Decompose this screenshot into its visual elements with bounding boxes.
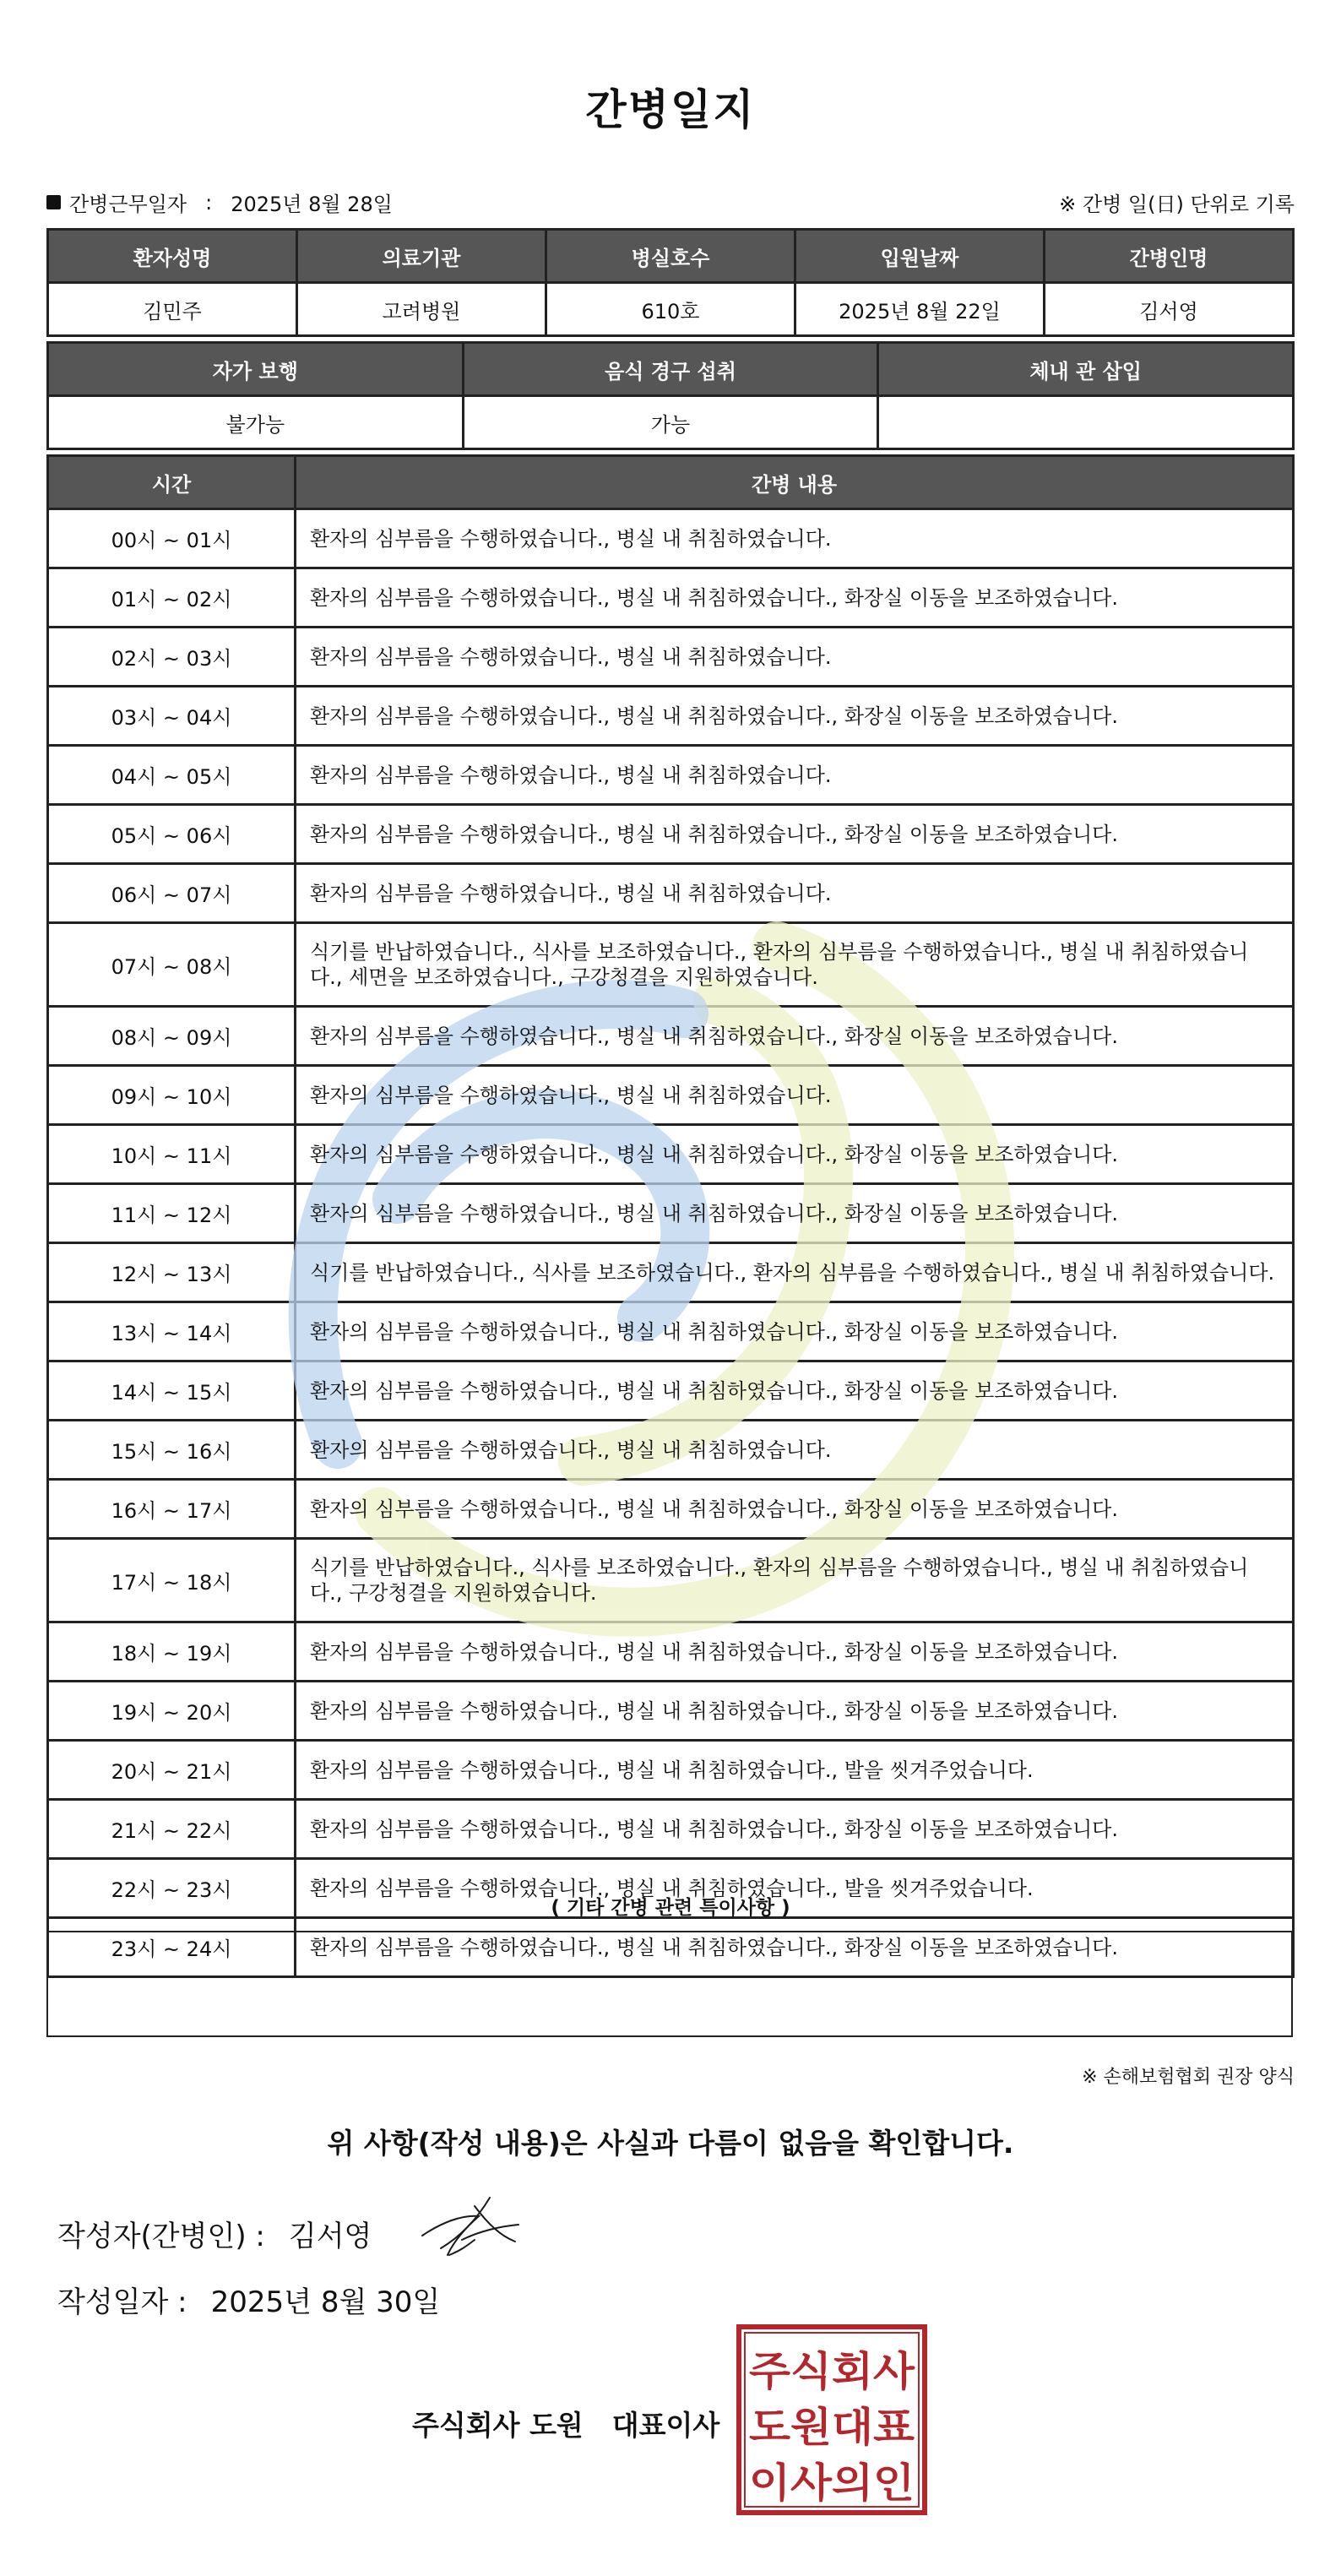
care-content-cell: 환자의 심부름을 수행하였습니다., 병실 내 취침하였습니다., 화장실 이동을 보조하였습니다. xyxy=(296,1184,1294,1243)
written-date-row xyxy=(57,2279,440,2320)
header-self-walking: 자가 보행 xyxy=(48,343,464,396)
work-date-label: 간병근무일자 xyxy=(69,193,187,216)
time-cell: 20시 ~ 21시 xyxy=(48,1741,296,1800)
header-care-content: 간병 내용 xyxy=(296,456,1294,509)
care-content-cell: 환자의 심부름을 수행하였습니다., 병실 내 취침하였습니다., 발을 씻겨주었습니다. xyxy=(296,1859,1294,1918)
header-time: 시간 xyxy=(48,456,296,509)
company-rep: 대표이사 xyxy=(611,2409,720,2442)
care-content-cell: 환자의 심부름을 수행하였습니다., 병실 내 취침하였습니다. xyxy=(296,628,1294,687)
patient-name: 김민주 xyxy=(48,283,297,336)
care-content-cell: 환자의 심부름을 수행하였습니다., 병실 내 취침하였습니다., 화장실 이동을 보조하였습니다. xyxy=(296,1918,1294,1977)
table-row xyxy=(48,1539,1294,1622)
header-tube-insertion: 체내 관 삽입 xyxy=(878,343,1294,396)
table-row xyxy=(48,1421,1294,1480)
time-cell: 12시 ~ 13시 xyxy=(48,1243,296,1302)
writer-name: 김서영 xyxy=(288,2220,372,2253)
date-value: 2025년 8월 30일 xyxy=(210,2285,441,2319)
time-cell: 05시 ~ 06시 xyxy=(48,805,296,864)
header-oral-intake: 음식 경구 섭취 xyxy=(463,343,878,396)
table-row xyxy=(48,628,1294,687)
care-content-cell: 환자의 심부름을 수행하였습니다., 병실 내 취침하였습니다., 화장실 이동을 보조하였습니다. xyxy=(296,1007,1294,1066)
time-cell: 07시 ~ 08시 xyxy=(48,923,296,1007)
table-row xyxy=(48,1066,1294,1125)
table-row xyxy=(48,1302,1294,1361)
table-row xyxy=(48,1243,1294,1302)
room-number: 610호 xyxy=(546,283,795,336)
table-row xyxy=(48,1682,1294,1741)
care-content-cell: 환자의 심부름을 수행하였습니다., 병실 내 취침하였습니다., 화장실 이동을 보조하였습니다. xyxy=(296,1682,1294,1741)
time-cell: 09시 ~ 10시 xyxy=(48,1066,296,1125)
table-row xyxy=(48,1007,1294,1066)
signature-icon xyxy=(415,2189,525,2265)
tube-insertion-value xyxy=(878,396,1294,449)
care-content-cell: 식기를 반납하였습니다., 식사를 보조하였습니다., 환자의 심부름을 수행하였습니다., 병실 내 취침하였습니다. xyxy=(296,1243,1294,1302)
time-cell: 22시 ~ 23시 xyxy=(48,1859,296,1918)
record-note: ※ 간병 일(日) 단위로 기록 xyxy=(1059,193,1295,216)
recommend-note: ※ 손해보험협회 권장 양식 xyxy=(1082,2067,1295,2088)
patient-info-table xyxy=(46,228,1295,337)
care-content-cell: 환자의 심부름을 수행하였습니다., 병실 내 취침하였습니다. xyxy=(296,864,1294,923)
table-row xyxy=(48,1184,1294,1243)
care-content-cell: 환자의 심부름을 수행하였습니다., 병실 내 취침하였습니다., 화장실 이동을 보조하였습니다. xyxy=(296,1480,1294,1539)
time-cell: 08시 ~ 09시 xyxy=(48,1007,296,1066)
log-header-row xyxy=(48,456,1294,509)
seal-line-3: 이사의인 xyxy=(749,2459,915,2507)
care-content-cell: 환자의 심부름을 수행하였습니다., 병실 내 취침하였습니다., 화장실 이동을 보조하였습니다. xyxy=(296,1622,1294,1682)
writer-row xyxy=(57,2213,372,2254)
care-content-cell: 식기를 반납하였습니다., 식사를 보조하였습니다., 환자의 심부름을 수행하였습니다., 병실 내 취침하였습니다., 구강청결을 지원하였습니다. xyxy=(296,1539,1294,1622)
table-row xyxy=(48,687,1294,746)
care-content-cell: 환자의 심부름을 수행하였습니다., 병실 내 취침하였습니다., 발을 씻겨주었습니다. xyxy=(296,1741,1294,1800)
table-row xyxy=(48,1622,1294,1682)
header-patient-name: 환자성명 xyxy=(48,230,297,283)
care-content-cell: 환자의 심부름을 수행하였습니다., 병실 내 취침하였습니다., 화장실 이동을 보조하였습니다. xyxy=(296,1361,1294,1421)
writer-label: 작성자(간병인) : xyxy=(57,2220,265,2253)
table-row xyxy=(48,1741,1294,1800)
patient-header-row xyxy=(48,230,1294,283)
time-cell: 15시 ~ 16시 xyxy=(48,1421,296,1480)
notes-title: ( 기타 간병 관련 특이사항 ) xyxy=(551,1897,790,1919)
company-row xyxy=(412,2404,719,2443)
company-name: 주식회사 도원 xyxy=(412,2409,584,2442)
page-title: 간병일지 xyxy=(585,85,756,134)
admission-date: 2025년 8월 22일 xyxy=(795,283,1045,336)
care-content-cell: 환자의 심부름을 수행하였습니다., 병실 내 취침하였습니다. xyxy=(296,1066,1294,1125)
header-hospital: 의료기관 xyxy=(297,230,546,283)
care-content-cell: 환자의 심부름을 수행하였습니다., 병실 내 취침하였습니다., 화장실 이동을 보조하였습니다. xyxy=(296,568,1294,628)
header-room: 병실호수 xyxy=(546,230,795,283)
time-cell: 11시 ~ 12시 xyxy=(48,1184,296,1243)
work-date-value: 2025년 8월 28일 xyxy=(231,193,393,216)
patient-value-row xyxy=(48,283,1294,336)
table-row xyxy=(48,1800,1294,1859)
work-date-group xyxy=(46,187,393,217)
table-row xyxy=(48,923,1294,1007)
time-cell: 17시 ~ 18시 xyxy=(48,1539,296,1622)
log-body xyxy=(48,509,1294,1977)
date-label: 작성일자 : xyxy=(57,2285,187,2319)
confirmation-text: 위 사항(작성 내용)은 사실과 다름이 없음을 확인합니다. xyxy=(327,2127,1014,2160)
time-cell: 23시 ~ 24시 xyxy=(48,1918,296,1977)
table-row xyxy=(48,805,1294,864)
care-content-cell: 환자의 심부름을 수행하였습니다., 병실 내 취침하였습니다., 화장실 이동을 보조하였습니다. xyxy=(296,1302,1294,1361)
table-row xyxy=(48,1361,1294,1421)
seal-line-1: 주식회사 xyxy=(749,2348,915,2395)
time-cell: 06시 ~ 07시 xyxy=(48,864,296,923)
table-row xyxy=(48,864,1294,923)
patient-status-table xyxy=(46,341,1295,450)
hospital-name: 고려병원 xyxy=(297,283,546,336)
care-content-cell: 환자의 심부름을 수행하였습니다., 병실 내 취침하였습니다., 화장실 이동을 보조하였습니다. xyxy=(296,805,1294,864)
table-row xyxy=(48,1480,1294,1539)
company-seal-icon xyxy=(736,2324,927,2515)
header-caregiver: 간병인명 xyxy=(1045,230,1294,283)
time-cell: 16시 ~ 17시 xyxy=(48,1480,296,1539)
time-cell: 03시 ~ 04시 xyxy=(48,687,296,746)
table-row xyxy=(48,1125,1294,1184)
caregiver-name: 김서영 xyxy=(1045,283,1294,336)
care-content-cell: 환자의 심부름을 수행하였습니다., 병실 내 취침하였습니다. xyxy=(296,509,1294,568)
time-cell: 19시 ~ 20시 xyxy=(48,1682,296,1741)
status-value-row xyxy=(48,396,1294,449)
status-header-row xyxy=(48,343,1294,396)
seal-line-2: 도원대표 xyxy=(749,2404,915,2451)
time-cell: 14시 ~ 15시 xyxy=(48,1361,296,1421)
table-row xyxy=(48,568,1294,628)
self-walking-value: 불가능 xyxy=(48,396,464,449)
table-row xyxy=(48,509,1294,568)
time-cell: 01시 ~ 02시 xyxy=(48,568,296,628)
time-cell: 04시 ~ 05시 xyxy=(48,746,296,805)
care-content-cell: 환자의 심부름을 수행하였습니다., 병실 내 취침하였습니다., 화장실 이동을 보조하였습니다. xyxy=(296,1800,1294,1859)
care-content-cell: 환자의 심부름을 수행하였습니다., 병실 내 취침하였습니다., 화장실 이동을 보조하였습니다. xyxy=(296,1125,1294,1184)
care-content-cell: 환자의 심부름을 수행하였습니다., 병실 내 취침하였습니다. xyxy=(296,746,1294,805)
time-cell: 18시 ~ 19시 xyxy=(48,1622,296,1682)
time-cell: 02시 ~ 03시 xyxy=(48,628,296,687)
care-log-table xyxy=(46,454,1295,1978)
time-cell: 21시 ~ 22시 xyxy=(48,1800,296,1859)
time-cell: 13시 ~ 14시 xyxy=(48,1302,296,1361)
care-content-cell: 환자의 심부름을 수행하였습니다., 병실 내 취침하였습니다., 화장실 이동을 보조하였습니다. xyxy=(296,687,1294,746)
square-bullet-icon xyxy=(46,195,61,209)
time-cell: 10시 ~ 11시 xyxy=(48,1125,296,1184)
work-date-row xyxy=(46,187,1295,221)
work-date-colon: : xyxy=(205,190,213,215)
header-admission-date: 입원날짜 xyxy=(795,230,1045,283)
care-content-cell: 환자의 심부름을 수행하였습니다., 병실 내 취침하였습니다. xyxy=(296,1421,1294,1480)
table-row xyxy=(48,746,1294,805)
oral-intake-value: 가능 xyxy=(463,396,878,449)
care-content-cell: 식기를 반납하였습니다., 식사를 보조하였습니다., 환자의 심부름을 수행하였습니다., 병실 내 취침하였습니다., 세면을 보조하였습니다., 구강청결을 지원하였습니다. xyxy=(296,923,1294,1007)
time-cell: 00시 ~ 01시 xyxy=(48,509,296,568)
